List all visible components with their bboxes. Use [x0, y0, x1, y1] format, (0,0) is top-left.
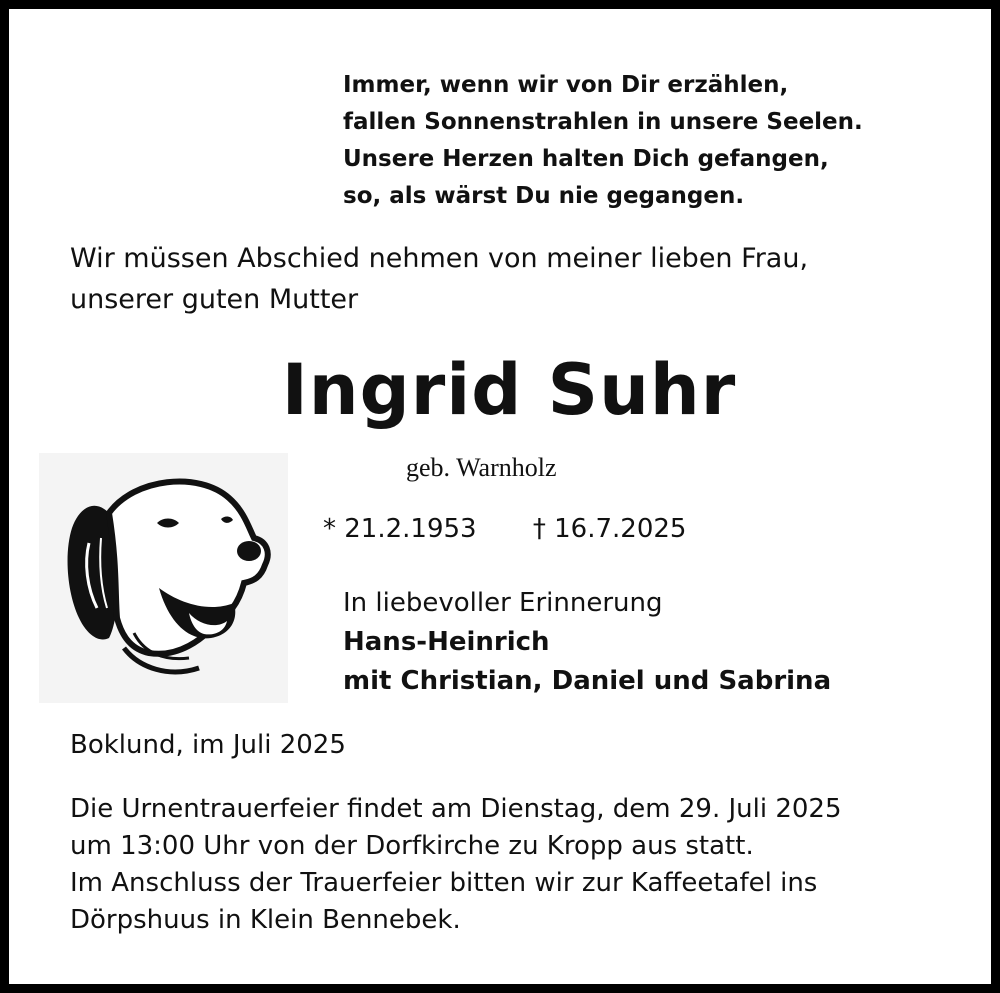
mourners [343, 584, 831, 701]
ceremony-line: Im Anschluss der Trauerfeier bitten wir zur Kaffeetafel ins [70, 868, 818, 898]
intro-line-1: Wir müssen Abschied nehmen von meiner lieben Frau, [70, 243, 809, 274]
intro-text [70, 238, 948, 320]
memory-line: In liebevoller Erinnerung [343, 588, 663, 618]
poem-line: so, als wärst Du nie gegangen. [343, 183, 745, 209]
place-date: Boklund, im Juli 2025 [70, 730, 346, 760]
ceremony-info [70, 791, 950, 939]
poem [343, 67, 863, 215]
spouse-name: Hans-Heinrich [343, 627, 550, 657]
life-dates [323, 514, 686, 544]
children-names: mit Christian, Daniel und Sabrina [343, 666, 832, 696]
ceremony-line: Die Urnentrauerfeier findet am Dienstag, dem 29. Juli 2025 [70, 794, 842, 824]
ceremony-line: Dörpshuus in Klein Bennebek. [70, 905, 461, 935]
ceremony-line: um 13:00 Uhr von der Dorfkirche zu Kropp aus statt. [70, 831, 754, 861]
intro-line-2: unserer guten Mutter [70, 284, 359, 315]
dog-head-icon [39, 453, 288, 703]
deceased-name: Ingrid Suhr [281, 349, 737, 431]
birth-date: * 21.2.1953 [323, 514, 477, 544]
poem-line: fallen Sonnenstrahlen in unsere Seelen. [343, 109, 863, 135]
poem-line: Immer, wenn wir von Dir erzählen, [343, 72, 789, 98]
death-date: † 16.7.2025 [532, 514, 687, 544]
maiden-name: geb. Warnholz [406, 453, 557, 482]
poem-line: Unsere Herzen halten Dich gefangen, [343, 146, 829, 172]
